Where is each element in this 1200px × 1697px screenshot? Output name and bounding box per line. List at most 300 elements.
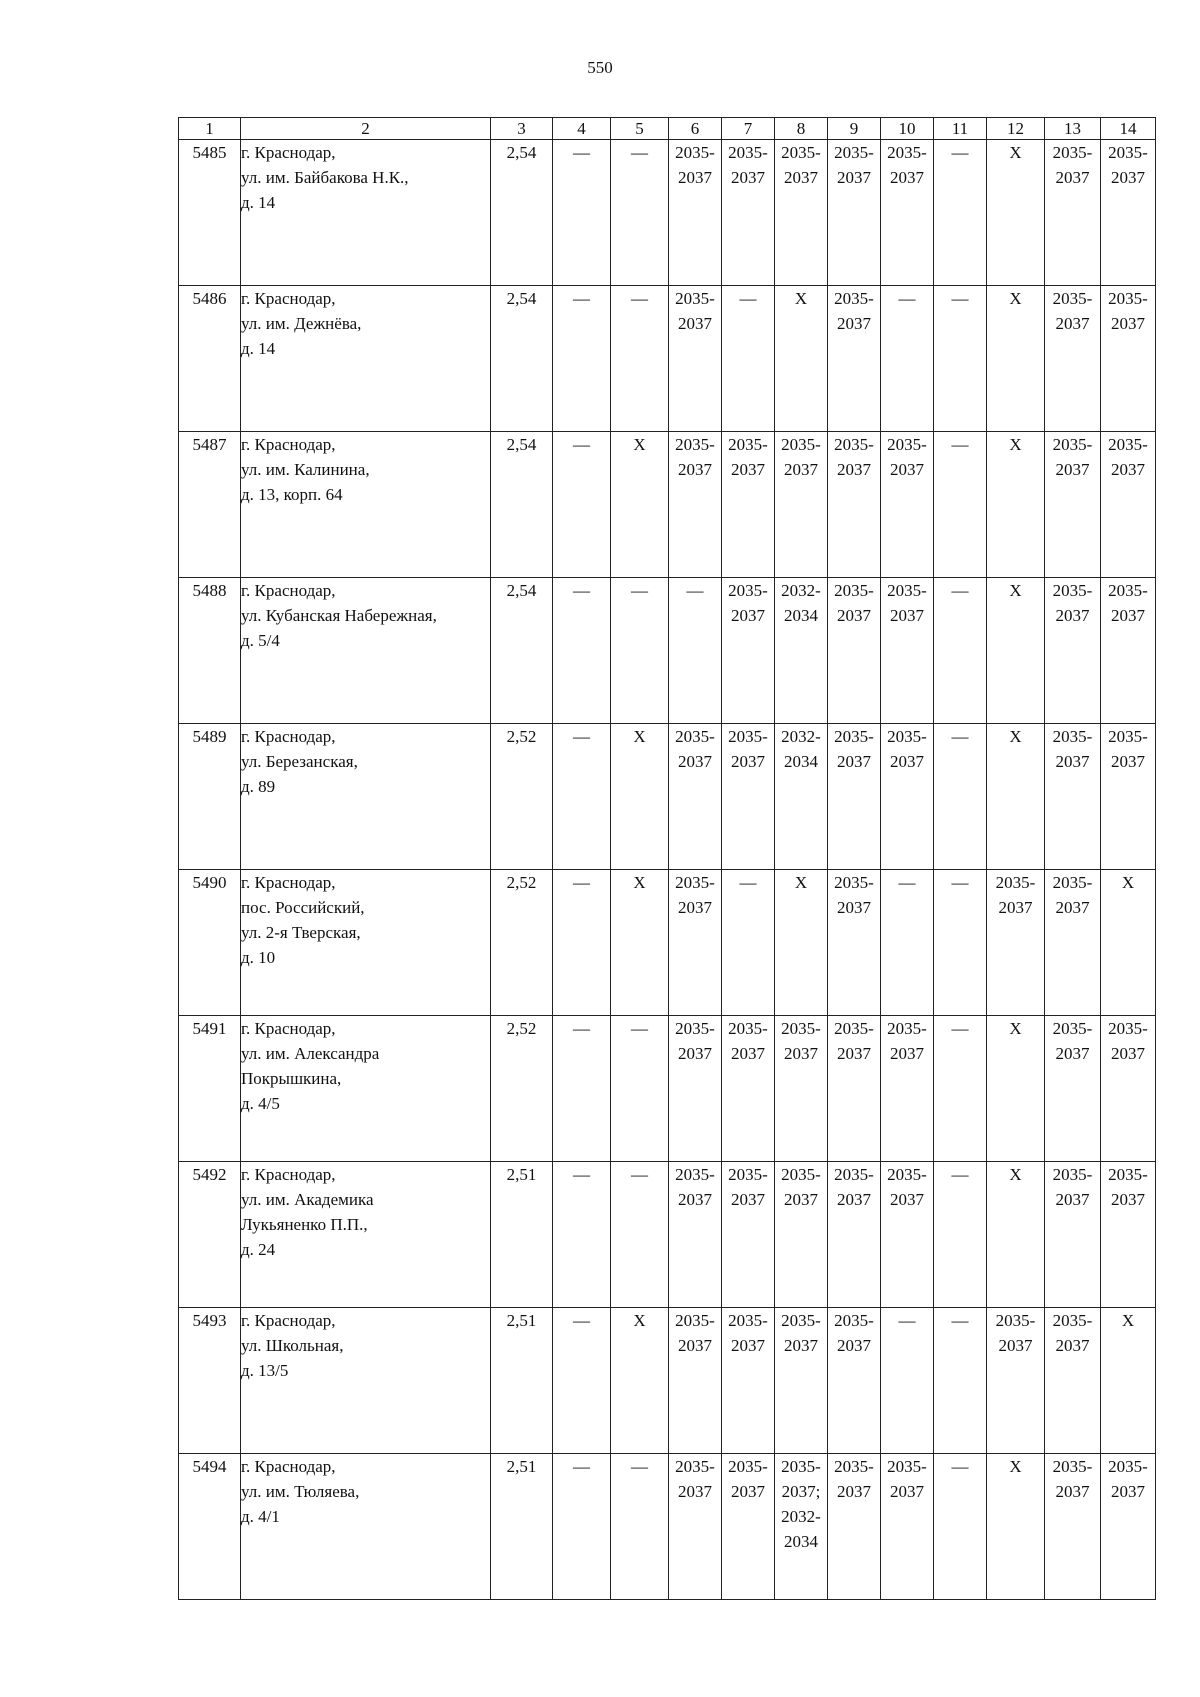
cell-col-5 bbox=[611, 1308, 669, 1454]
cell-value: — bbox=[951, 727, 969, 746]
address-line: г. Краснодар, bbox=[241, 1311, 336, 1330]
cell-value: 2035- bbox=[834, 873, 874, 892]
cell-value: — bbox=[951, 1165, 969, 1184]
cell-value: 2,54 bbox=[506, 581, 537, 600]
address-cell bbox=[241, 724, 491, 870]
cell-value: 2035- bbox=[1108, 143, 1148, 162]
cell-value: 2037 bbox=[731, 1044, 765, 1063]
address-line: ул. Березанская, bbox=[241, 752, 358, 771]
cell-value: X bbox=[1009, 727, 1022, 746]
cell-value: 2037 bbox=[1111, 752, 1145, 771]
cell-value: 2032- bbox=[781, 581, 821, 600]
cell-value: 2037 bbox=[1055, 460, 1090, 479]
cell-col-8 bbox=[775, 1454, 828, 1600]
cell-value: X bbox=[633, 873, 646, 892]
cell-value: 2037 bbox=[1111, 1190, 1145, 1209]
cell-col-11 bbox=[934, 1162, 987, 1308]
address-line: ул. им. Байбакова Н.К., bbox=[241, 168, 409, 187]
cell-col-12 bbox=[987, 286, 1045, 432]
address-line: пос. Российский, bbox=[241, 898, 365, 917]
cell-value: 2035- bbox=[834, 581, 874, 600]
cell-value: 2035- bbox=[1052, 1165, 1093, 1184]
cell-value: 2037 bbox=[1055, 1336, 1090, 1355]
cell-value: X bbox=[1009, 435, 1022, 454]
cell-col-12 bbox=[987, 1162, 1045, 1308]
cell-col-7 bbox=[722, 140, 775, 286]
cell-value: 2037 bbox=[731, 1336, 765, 1355]
cell-col-4 bbox=[553, 1016, 611, 1162]
cell-value: — bbox=[631, 1457, 648, 1476]
cell-col-9 bbox=[828, 1308, 881, 1454]
cell-value: — bbox=[573, 1457, 590, 1476]
cell-value: — bbox=[631, 1019, 648, 1038]
cell-col-7 bbox=[722, 870, 775, 1016]
cell-value: 2,52 bbox=[506, 1019, 537, 1038]
address-line: ул. им. Калинина, bbox=[241, 460, 370, 479]
cell-value: — bbox=[951, 581, 969, 600]
cell-value: 2035- bbox=[781, 1019, 821, 1038]
cell-value: 2037 bbox=[837, 314, 871, 333]
cell-col-6 bbox=[669, 140, 722, 286]
cell-col-14 bbox=[1101, 1308, 1156, 1454]
row-number: 5491 bbox=[179, 1016, 241, 1162]
cell-col-5 bbox=[611, 432, 669, 578]
cell-col-4 bbox=[553, 1308, 611, 1454]
cell-col-4 bbox=[553, 578, 611, 724]
cell-value: X bbox=[633, 435, 646, 454]
cell-value: X bbox=[1121, 1311, 1135, 1330]
cell-value: 2035- bbox=[887, 581, 927, 600]
cell-value: 2037 bbox=[731, 606, 765, 625]
cell-col-8 bbox=[775, 140, 828, 286]
cell-value: 2034 bbox=[784, 606, 818, 625]
address-line: д. 24 bbox=[241, 1240, 276, 1259]
cell-value: 2,54 bbox=[506, 435, 537, 454]
cell-value: 2037 bbox=[998, 898, 1033, 917]
cell-value: 2035- bbox=[781, 435, 821, 454]
column-header-6: 6 bbox=[669, 118, 722, 140]
cell-col-12 bbox=[987, 870, 1045, 1016]
cell-col-13 bbox=[1045, 286, 1101, 432]
cell-value: 2035- bbox=[834, 435, 874, 454]
cell-value: 2035- bbox=[728, 727, 768, 746]
column-header-1: 1 bbox=[179, 118, 241, 140]
cell-col-3 bbox=[491, 140, 553, 286]
cell-col-10 bbox=[881, 140, 934, 286]
cell-value: 2037 bbox=[837, 898, 871, 917]
cell-col-7 bbox=[722, 1454, 775, 1600]
cell-col-12 bbox=[987, 1454, 1045, 1600]
cell-col-8 bbox=[775, 870, 828, 1016]
cell-col-13 bbox=[1045, 432, 1101, 578]
cell-col-10 bbox=[881, 1454, 934, 1600]
cell-value: 2035- bbox=[781, 1165, 821, 1184]
column-header-14: 14 bbox=[1101, 118, 1156, 140]
cell-value: 2037 bbox=[731, 1190, 765, 1209]
cell-value: 2035- bbox=[887, 143, 927, 162]
cell-value: 2037 bbox=[678, 1190, 712, 1209]
row-number: 5488 bbox=[179, 578, 241, 724]
cell-col-8 bbox=[775, 286, 828, 432]
cell-col-13 bbox=[1045, 1162, 1101, 1308]
address-line: г. Краснодар, bbox=[241, 1457, 336, 1476]
cell-col-9 bbox=[828, 578, 881, 724]
cell-value: 2037 bbox=[1055, 314, 1090, 333]
cell-col-5 bbox=[611, 1454, 669, 1600]
cell-col-6 bbox=[669, 286, 722, 432]
row-number: 5489 bbox=[179, 724, 241, 870]
cell-col-5 bbox=[611, 286, 669, 432]
address-line: ул. им. Александра bbox=[241, 1044, 380, 1063]
cell-value: 2037 bbox=[1111, 460, 1145, 479]
row-number: 5493 bbox=[179, 1308, 241, 1454]
cell-col-11 bbox=[934, 1016, 987, 1162]
cell-value: — bbox=[573, 1311, 590, 1330]
cell-value: 2037 bbox=[678, 1336, 712, 1355]
cell-value: — bbox=[573, 143, 590, 162]
table-row bbox=[179, 1016, 1156, 1162]
cell-col-7 bbox=[722, 1162, 775, 1308]
address-line: д. 14 bbox=[241, 339, 276, 358]
cell-value: — bbox=[631, 581, 648, 600]
cell-col-3 bbox=[491, 1016, 553, 1162]
cell-col-11 bbox=[934, 1454, 987, 1600]
cell-col-14 bbox=[1101, 1454, 1156, 1600]
cell-value: — bbox=[631, 1165, 648, 1184]
cell-col-14 bbox=[1101, 286, 1156, 432]
cell-value: 2037 bbox=[1111, 606, 1145, 625]
cell-col-10 bbox=[881, 1162, 934, 1308]
cell-value: X bbox=[1009, 1165, 1022, 1184]
cell-value: 2037 bbox=[1055, 606, 1090, 625]
cell-value: 2035- bbox=[834, 1311, 874, 1330]
cell-col-5 bbox=[611, 578, 669, 724]
cell-col-7 bbox=[722, 724, 775, 870]
cell-value: — bbox=[686, 581, 704, 600]
address-line: г. Краснодар, bbox=[241, 143, 336, 162]
cell-value: 2037 bbox=[837, 1190, 871, 1209]
address-line: г. Краснодар, bbox=[241, 1165, 336, 1184]
cell-col-9 bbox=[828, 724, 881, 870]
cell-value: 2035- bbox=[1108, 1019, 1148, 1038]
cell-col-5 bbox=[611, 140, 669, 286]
table-row bbox=[179, 578, 1156, 724]
address-line: д. 13/5 bbox=[241, 1361, 289, 1380]
cell-value: X bbox=[633, 727, 646, 746]
cell-col-3 bbox=[491, 1308, 553, 1454]
cell-value: 2037 bbox=[837, 606, 871, 625]
cell-value: 2037 bbox=[837, 1336, 871, 1355]
cell-col-10 bbox=[881, 1016, 934, 1162]
column-header-7: 7 bbox=[722, 118, 775, 140]
cell-col-6 bbox=[669, 724, 722, 870]
cell-value: 2037 bbox=[678, 1482, 712, 1501]
cell-col-10 bbox=[881, 578, 934, 724]
cell-value: X bbox=[1009, 1457, 1022, 1476]
cell-value: 2037 bbox=[678, 168, 712, 187]
cell-value: 2037 bbox=[890, 1190, 924, 1209]
cell-value: 2035- bbox=[834, 1165, 874, 1184]
cell-col-13 bbox=[1045, 724, 1101, 870]
cell-col-3 bbox=[491, 286, 553, 432]
cell-value: 2035- bbox=[675, 1165, 715, 1184]
cell-col-9 bbox=[828, 1162, 881, 1308]
cell-value: 2035- bbox=[995, 873, 1036, 892]
cell-col-9 bbox=[828, 286, 881, 432]
cell-value: 2037 bbox=[1055, 898, 1090, 917]
row-number: 5492 bbox=[179, 1162, 241, 1308]
cell-col-7 bbox=[722, 1016, 775, 1162]
table-row bbox=[179, 1308, 1156, 1454]
cell-col-3 bbox=[491, 724, 553, 870]
address-cell bbox=[241, 578, 491, 724]
cell-value: 2035- bbox=[728, 581, 768, 600]
cell-value: 2035- bbox=[1052, 435, 1093, 454]
cell-value: 2035- bbox=[1108, 1165, 1148, 1184]
cell-col-11 bbox=[934, 140, 987, 286]
cell-value: 2037 bbox=[1111, 1482, 1145, 1501]
cell-col-3 bbox=[491, 1162, 553, 1308]
cell-col-8 bbox=[775, 1016, 828, 1162]
cell-value: 2035- bbox=[675, 289, 715, 308]
address-line: г. Краснодар, bbox=[241, 727, 336, 746]
cell-col-4 bbox=[553, 1454, 611, 1600]
cell-value: 2035- bbox=[834, 1019, 874, 1038]
address-line: д. 4/5 bbox=[241, 1094, 280, 1113]
cell-col-8 bbox=[775, 432, 828, 578]
address-line: д. 10 bbox=[241, 948, 276, 967]
cell-col-13 bbox=[1045, 140, 1101, 286]
cell-value: 2037 bbox=[998, 1336, 1033, 1355]
cell-col-6 bbox=[669, 1016, 722, 1162]
cell-col-5 bbox=[611, 1016, 669, 1162]
address-line: ул. им. Академика bbox=[241, 1190, 374, 1209]
cell-col-13 bbox=[1045, 1308, 1101, 1454]
cell-col-6 bbox=[669, 1162, 722, 1308]
cell-value: 2035- bbox=[1052, 289, 1093, 308]
cell-col-9 bbox=[828, 140, 881, 286]
cell-value: 2035- bbox=[887, 1457, 927, 1476]
cell-value: — bbox=[898, 873, 916, 892]
cell-value: 2035- bbox=[675, 1019, 715, 1038]
address-line: г. Краснодар, bbox=[241, 873, 336, 892]
address-line: Лукьяненко П.П., bbox=[241, 1215, 368, 1234]
cell-value: 2037 bbox=[837, 1482, 871, 1501]
cell-col-8 bbox=[775, 1308, 828, 1454]
cell-col-10 bbox=[881, 432, 934, 578]
cell-value: 2037 bbox=[837, 752, 871, 771]
cell-col-6 bbox=[669, 1308, 722, 1454]
cell-value: 2037 bbox=[837, 168, 871, 187]
cell-col-3 bbox=[491, 432, 553, 578]
cell-value: 2037 bbox=[1111, 1044, 1145, 1063]
cell-col-14 bbox=[1101, 724, 1156, 870]
column-header-10: 10 bbox=[881, 118, 934, 140]
cell-value: 2037 bbox=[731, 460, 765, 479]
table-row bbox=[179, 140, 1156, 286]
address-cell bbox=[241, 1308, 491, 1454]
row-number: 5485 bbox=[179, 140, 241, 286]
cell-value: 2035- bbox=[675, 435, 715, 454]
cell-value: 2035- bbox=[1052, 1311, 1093, 1330]
cell-col-5 bbox=[611, 724, 669, 870]
table-row bbox=[179, 724, 1156, 870]
cell-col-4 bbox=[553, 1162, 611, 1308]
cell-col-8 bbox=[775, 724, 828, 870]
cell-col-9 bbox=[828, 870, 881, 1016]
registry-table bbox=[178, 117, 1156, 1600]
table-row bbox=[179, 870, 1156, 1016]
cell-col-3 bbox=[491, 578, 553, 724]
cell-value: — bbox=[573, 1165, 590, 1184]
cell-value: — bbox=[573, 1019, 590, 1038]
address-cell bbox=[241, 286, 491, 432]
address-line: д. 4/1 bbox=[241, 1507, 280, 1526]
cell-value: 2032- bbox=[781, 727, 821, 746]
cell-value: 2035- bbox=[1108, 289, 1148, 308]
cell-value: 2037 bbox=[784, 168, 818, 187]
cell-col-14 bbox=[1101, 578, 1156, 724]
cell-col-11 bbox=[934, 1308, 987, 1454]
cell-col-9 bbox=[828, 432, 881, 578]
address-line: д. 89 bbox=[241, 777, 276, 796]
cell-value: — bbox=[951, 289, 969, 308]
cell-value: — bbox=[951, 873, 969, 892]
cell-value: 2035- bbox=[675, 143, 715, 162]
cell-value: 2037 bbox=[784, 1044, 818, 1063]
address-cell bbox=[241, 1162, 491, 1308]
cell-value: 2035- bbox=[1108, 1457, 1148, 1476]
header-row bbox=[179, 118, 1156, 140]
cell-col-11 bbox=[934, 870, 987, 1016]
cell-value: — bbox=[631, 289, 648, 308]
cell-value: 2035- bbox=[1108, 581, 1148, 600]
cell-value: 2037 bbox=[678, 460, 712, 479]
cell-value: 2037 bbox=[890, 1482, 924, 1501]
cell-col-6 bbox=[669, 578, 722, 724]
cell-col-4 bbox=[553, 140, 611, 286]
cell-value: — bbox=[951, 1019, 969, 1038]
cell-value: 2035- bbox=[834, 1457, 874, 1476]
table-row bbox=[179, 432, 1156, 578]
cell-value: 2037 bbox=[784, 1336, 818, 1355]
cell-value: 2035- bbox=[728, 1019, 768, 1038]
address-line: г. Краснодар, bbox=[241, 1019, 336, 1038]
cell-value: 2035- bbox=[675, 1457, 715, 1476]
cell-value: — bbox=[951, 435, 969, 454]
address-cell bbox=[241, 1016, 491, 1162]
cell-col-10 bbox=[881, 724, 934, 870]
cell-col-6 bbox=[669, 432, 722, 578]
cell-value: 2037 bbox=[678, 314, 712, 333]
cell-value: 2035- bbox=[887, 1165, 927, 1184]
column-header-4: 4 bbox=[553, 118, 611, 140]
cell-value: 2034 bbox=[784, 1532, 818, 1551]
cell-value: 2035- bbox=[1052, 143, 1093, 162]
cell-value: 2037 bbox=[1055, 168, 1090, 187]
cell-col-13 bbox=[1045, 578, 1101, 724]
cell-value: 2035- bbox=[1052, 1019, 1093, 1038]
cell-value: 2035- bbox=[834, 143, 874, 162]
cell-value: 2037 bbox=[1111, 314, 1145, 333]
address-line: ул. им. Тюляева, bbox=[241, 1482, 360, 1501]
cell-value: 2035- bbox=[887, 435, 927, 454]
cell-value: 2035- bbox=[834, 727, 874, 746]
column-header-5: 5 bbox=[611, 118, 669, 140]
cell-value: 2,51 bbox=[506, 1457, 537, 1476]
cell-value: 2037 bbox=[784, 460, 818, 479]
cell-value: 2037 bbox=[1055, 1190, 1090, 1209]
address-line: г. Краснодар, bbox=[241, 435, 336, 454]
cell-col-13 bbox=[1045, 1016, 1101, 1162]
column-header-11: 11 bbox=[934, 118, 987, 140]
cell-value: 2037 bbox=[837, 460, 871, 479]
cell-value: 2035- bbox=[781, 1311, 821, 1330]
cell-col-13 bbox=[1045, 870, 1101, 1016]
cell-value: 2037 bbox=[678, 898, 712, 917]
cell-value: X bbox=[794, 873, 808, 892]
address-line: д. 5/4 bbox=[241, 631, 280, 650]
cell-col-10 bbox=[881, 1308, 934, 1454]
cell-value: 2035- bbox=[728, 1311, 768, 1330]
cell-value: 2,52 bbox=[506, 727, 537, 746]
cell-col-4 bbox=[553, 724, 611, 870]
address-line: г. Краснодар, bbox=[241, 289, 336, 308]
cell-col-14 bbox=[1101, 1016, 1156, 1162]
cell-value: X bbox=[1009, 143, 1022, 162]
cell-col-12 bbox=[987, 1016, 1045, 1162]
cell-value: 2035- bbox=[675, 873, 715, 892]
cell-value: 2,52 bbox=[506, 873, 537, 892]
address-line: ул. им. Дежнёва, bbox=[241, 314, 362, 333]
cell-value: — bbox=[898, 289, 916, 308]
cell-value: X bbox=[1009, 581, 1022, 600]
cell-value: 2037 bbox=[1111, 168, 1145, 187]
row-number: 5490 bbox=[179, 870, 241, 1016]
cell-col-14 bbox=[1101, 870, 1156, 1016]
cell-value: 2035- bbox=[675, 1311, 715, 1330]
column-header-2: 2 bbox=[241, 118, 491, 140]
cell-value: 2037 bbox=[731, 752, 765, 771]
table-row bbox=[179, 286, 1156, 432]
column-header-3: 3 bbox=[491, 118, 553, 140]
cell-value: 2035- bbox=[1052, 727, 1093, 746]
table-header bbox=[179, 118, 1156, 140]
cell-value: 2037 bbox=[784, 1190, 818, 1209]
cell-col-6 bbox=[669, 1454, 722, 1600]
cell-value: 2037 bbox=[890, 1044, 924, 1063]
cell-col-11 bbox=[934, 578, 987, 724]
cell-value: 2037 bbox=[678, 1044, 712, 1063]
cell-value: 2037 bbox=[678, 752, 712, 771]
page-number: 550 bbox=[587, 58, 613, 77]
cell-value: X bbox=[1009, 289, 1022, 308]
address-cell bbox=[241, 1454, 491, 1600]
cell-col-8 bbox=[775, 1162, 828, 1308]
column-header-12: 12 bbox=[987, 118, 1045, 140]
cell-col-3 bbox=[491, 1454, 553, 1600]
column-header-8: 8 bbox=[775, 118, 828, 140]
cell-value: 2037 bbox=[731, 168, 765, 187]
address-line: ул. Кубанская Набережная, bbox=[241, 606, 437, 625]
cell-value: — bbox=[898, 1311, 916, 1330]
cell-value: 2037 bbox=[1055, 752, 1090, 771]
cell-value: 2037 bbox=[1055, 1482, 1090, 1501]
cell-col-5 bbox=[611, 1162, 669, 1308]
address-line: Покрышкина, bbox=[241, 1069, 342, 1088]
cell-col-11 bbox=[934, 432, 987, 578]
address-line: д. 13, корп. 64 bbox=[241, 485, 343, 504]
